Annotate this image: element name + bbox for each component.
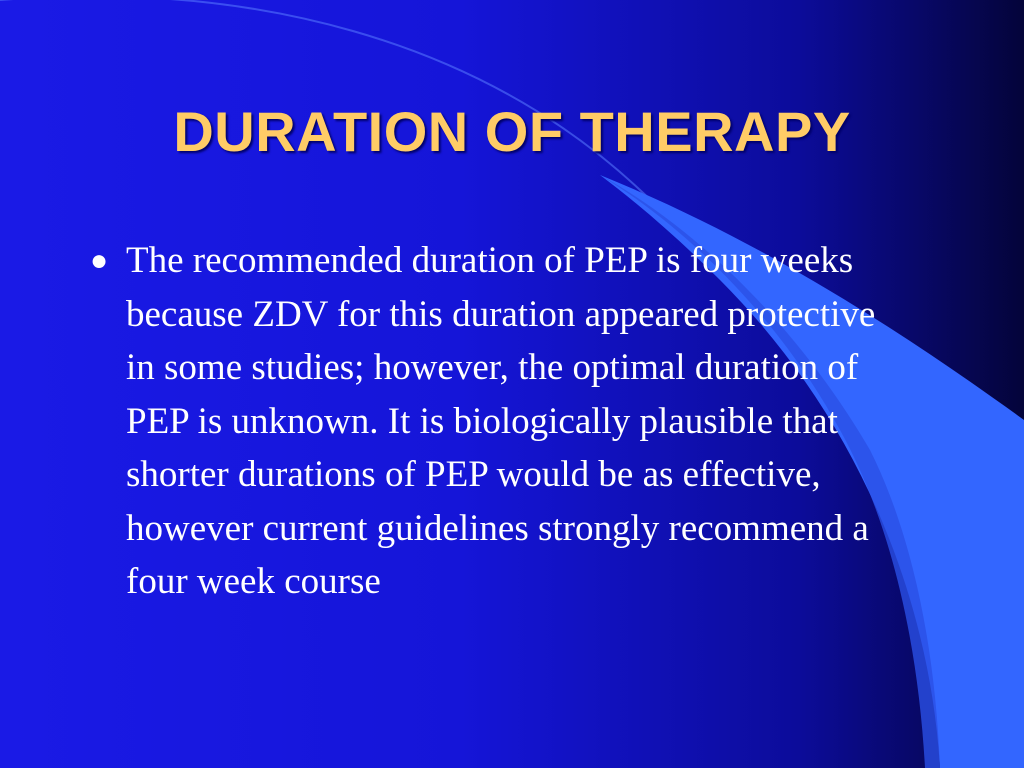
bullet-dot-icon: ● (90, 244, 109, 277)
slide-title: DURATION OF THERAPY (173, 100, 851, 163)
bullet-item (90, 234, 910, 609)
bullet-text: The recommended duration of PEP is four weeks because ZDV for this duration appeared protective in some studies; however, the optimal duration of PEP is unknown. It is biologically plausible that shorter durations of PEP would be as effective, however current guidelines strongly recommend a four week course (126, 240, 876, 602)
bullet-list (90, 234, 910, 609)
